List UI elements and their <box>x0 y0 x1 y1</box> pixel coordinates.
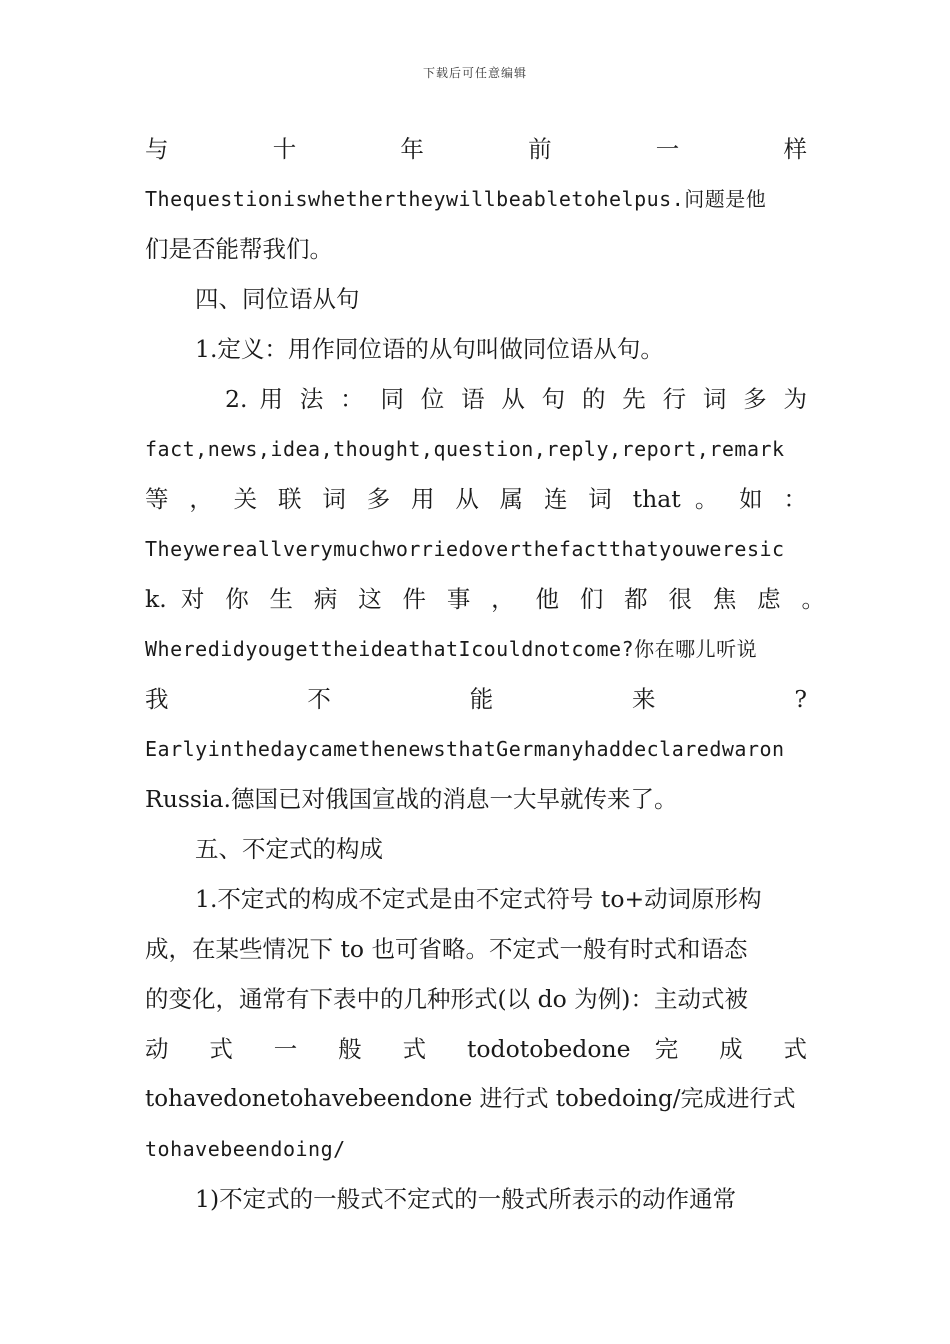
document-body <box>145 124 825 1224</box>
text-line: WheredidyougettheideathatIcouldnotcome?你在哪儿听说 <box>145 637 758 661</box>
text-line: 1)不定式的一般式不定式的一般式所表示的动作通常 <box>195 1185 737 1213</box>
text-line: Russia.德国已对俄国宣战的消息一大早就传来了。 <box>145 785 678 813</box>
text-line: tohavebeendoing/ <box>145 1137 346 1161</box>
text-line: 成，在某些情况下 to 也可省略。不定式一般有时式和语态 <box>145 935 748 963</box>
text-line: 1.不定式的构成不定式是由不定式符号 to+动词原形构 <box>195 885 762 913</box>
text-line: tohavedonetohavebeendone 进行式 tobedoing/完成进行式 <box>145 1086 796 1112</box>
text-line: 等 ， 关 联 词 多 用 从 属 连 词 that 。 如 ： <box>145 485 807 513</box>
text-line: k. 对 你 生 病 这 件 事 ， 他 们 都 很 焦 虑 。 <box>145 585 825 613</box>
text-line: 与 十 年 前 一 样 <box>145 135 807 163</box>
text-line: 1.定义：用作同位语的从句叫做同位语从句。 <box>195 335 664 363</box>
text-line: Thequestioniswhethertheywillbeabletohelpus.问题是他 <box>145 187 767 211</box>
text-line: Theywereallverymuchworriedoverthefactthatyouweresic <box>145 537 785 561</box>
text-line: EarlyinthedaycamethenewsthatGermanyhaddeclaredwaron <box>145 737 785 761</box>
section-heading: 五、不定式的构成 <box>195 835 383 863</box>
text-line: 动 式 一 般 式 todotobedone 完 成 式 <box>145 1035 807 1063</box>
section-heading: 四、同位语从句 <box>195 285 360 313</box>
text-line: fact,news,idea,thought,question,reply,report,remark <box>145 437 785 461</box>
text-line: 我 不 能 来 ? <box>145 685 807 713</box>
text-line: 2. 用 法 ： 同 位 语 从 句 的 先 行 词 多 为 <box>225 385 807 413</box>
page-header: 下载后可任意编辑 <box>422 66 527 80</box>
text-line: 们是否能帮我们。 <box>145 235 333 263</box>
text-line: 的变化，通常有下表中的几种形式(以 do 为例)：主动式被 <box>145 985 748 1013</box>
